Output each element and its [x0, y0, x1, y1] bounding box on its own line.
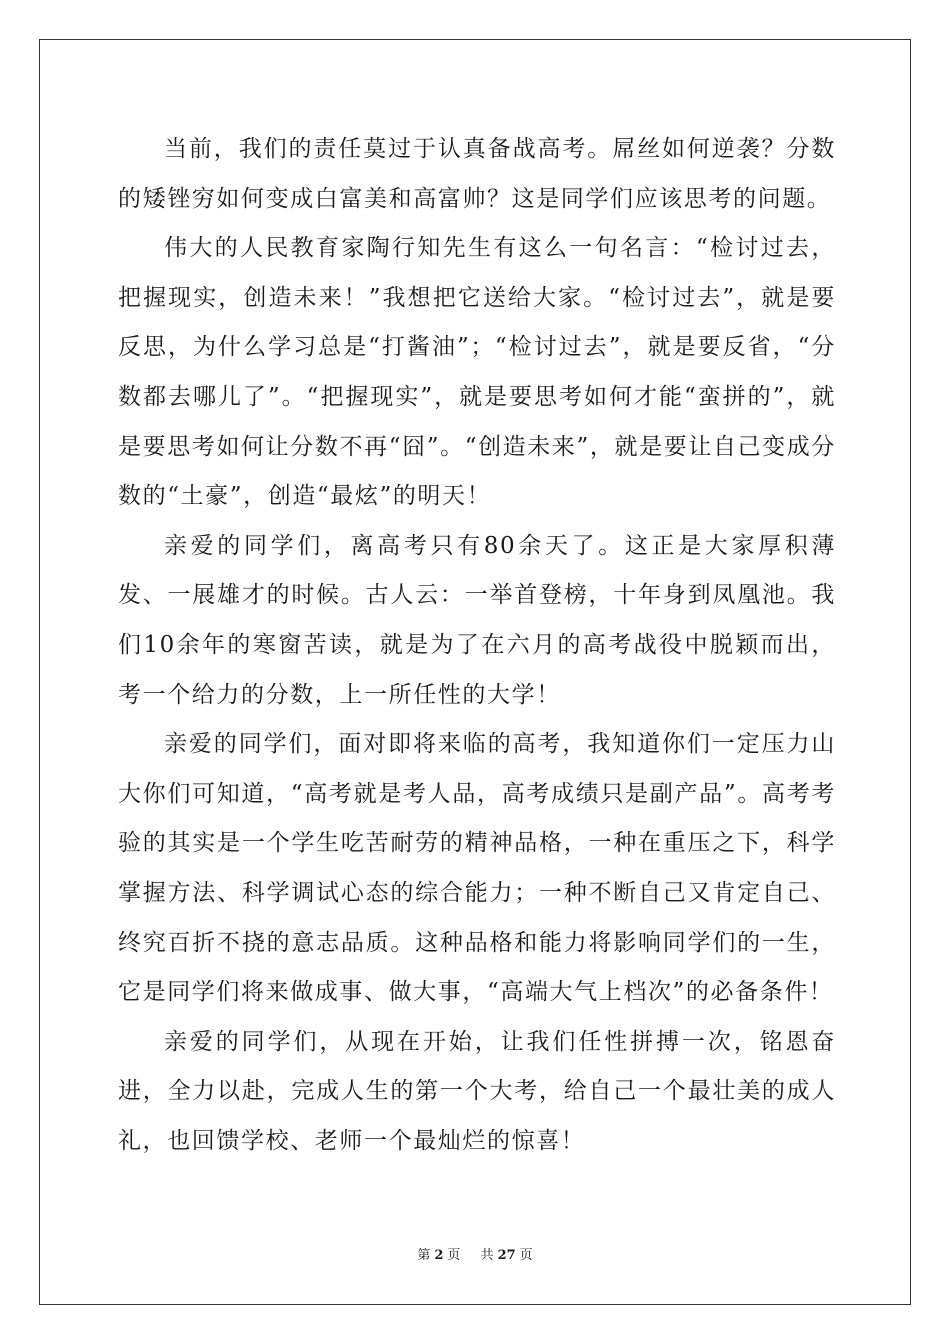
page-suffix: 页	[447, 1248, 461, 1263]
paragraph-2: 伟大的人民教育家陶行知先生有这么一句名言：“检讨过去，把握现实，创造未来！”我想把它送给大家。“检讨过去”，就是要反思，为什么学习总是“打酱油”；“检讨过去”，就是要反省，“分数都去哪儿了”。“把握现实”，就是要思考如何才能“蛮拼的”，就是要思考如何让分数不再“囧”。“创造未来”，就是要让自己变成分数的“土豪”，创造“最炫”的明天！	[118, 235, 836, 510]
page-indicator	[413, 1248, 464, 1263]
total-prefix: 共	[480, 1248, 494, 1263]
paragraph-3: 亲爱的同学们，离高考只有80余天了。这正是大家厚积薄发、一展雄才的时候。古人云：一举首登榜，十年身到凤凰池。我们10余年的寒窗苦读，就是为了在六月的高考战役中脱颖而出，考一个给力的分数，上一所任性的大学！	[118, 532, 836, 708]
page-prefix: 第	[417, 1248, 431, 1263]
total-suffix: 页	[519, 1248, 533, 1263]
document-body	[118, 125, 836, 1166]
page-footer	[0, 1244, 950, 1263]
page-number: 2	[434, 1248, 444, 1263]
paragraph-4: 亲爱的同学们，面对即将来临的高考，我知道你们一定压力山大你们可知道，“高考就是考人品，高考成绩只是副产品”。高考考验的其实是一个学生吃苦耐劳的精神品格，一种在重压之下，科学掌握方法、科学调试心态的综合能力；一种不断自己又肯定自己、终究百折不挠的意志品质。这种品格和能力将影响同学们的一生，它是同学们将来做成事、做大事，“高端大气上档次”的必备条件！	[118, 731, 836, 1006]
paragraph-5: 亲爱的同学们，从现在开始，让我们任性拼搏一次，铭恩奋进，全力以赴，完成人生的第一个大考，给自己一个最壮美的成人礼，也回馈学校、老师一个最灿烂的惊喜！	[118, 1028, 836, 1154]
paragraph-1: 当前，我们的责任莫过于认真备战高考。屌丝如何逆袭？分数的矮锉穷如何变成白富美和高富帅？这是同学们应该思考的问题。	[118, 136, 836, 212]
total-indicator	[477, 1248, 537, 1263]
total-pages: 27	[497, 1248, 516, 1263]
